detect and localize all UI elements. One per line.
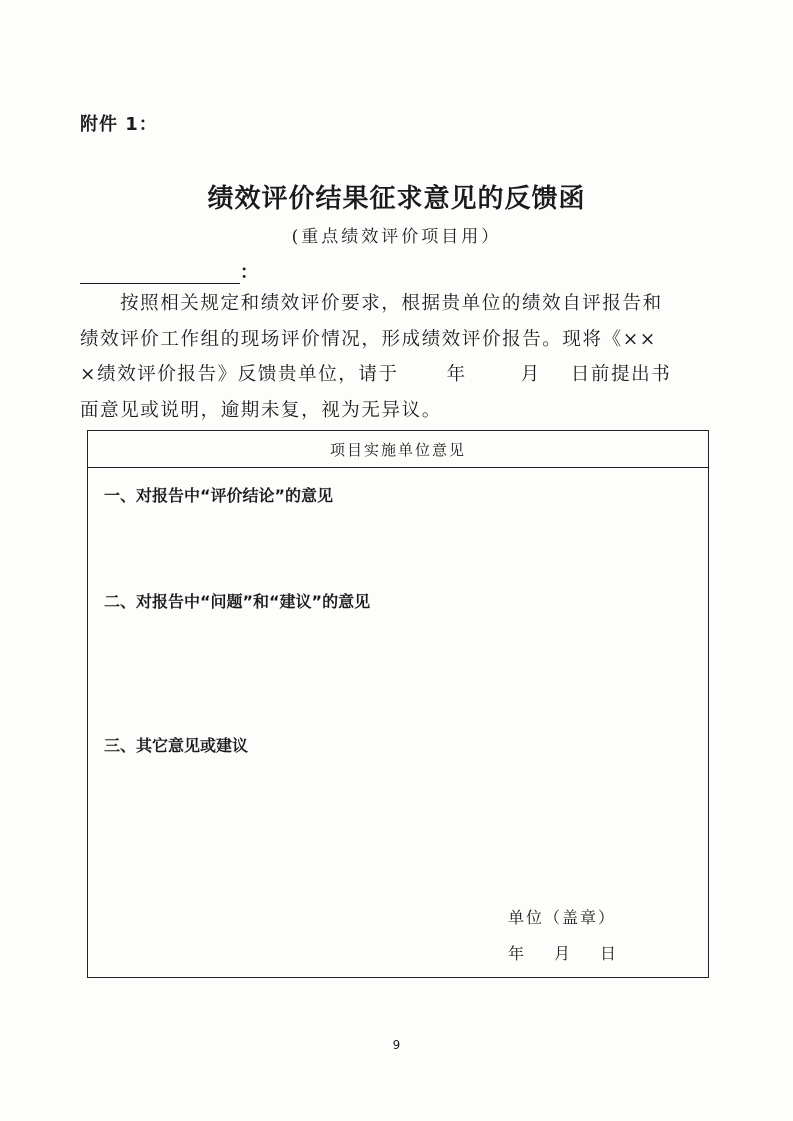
addressee-colon: ： bbox=[240, 262, 258, 283]
signature-date bbox=[508, 941, 616, 964]
body-line-3-start: ×绩效评价报告》反馈贵单位，请于 bbox=[80, 364, 399, 385]
document-title: 绩效评价结果征求意见的反馈函 bbox=[207, 184, 586, 214]
section-other-opinions: 三、其它意见或建议 bbox=[104, 736, 249, 755]
body-line-1: 按照相关规定和绩效评价要求，根据贵单位的绩效自评报告和 bbox=[120, 293, 663, 314]
unit-seal-label: 单位（盖章） bbox=[508, 908, 617, 927]
body-line-4: 面意见或说明，逾期未复，视为无异议。 bbox=[80, 399, 442, 421]
page-number: 9 bbox=[392, 1038, 401, 1052]
date-month-label: 月 bbox=[554, 944, 571, 963]
body-line-3-year: 年 bbox=[446, 364, 467, 385]
section-evaluation-conclusion: 一、对报告中“评价结论”的意见 bbox=[104, 486, 334, 505]
addressee-blank bbox=[80, 265, 240, 284]
body-line-3 bbox=[80, 357, 716, 393]
document-subtitle: (重点绩效评价项目用） bbox=[291, 227, 502, 247]
addressee-line bbox=[80, 258, 258, 283]
body-paragraph bbox=[80, 286, 716, 428]
section-problems-suggestions: 二、对报告中“问题”和“建议”的意见 bbox=[104, 592, 371, 611]
date-year-label: 年 bbox=[508, 944, 525, 963]
date-day-label: 日 bbox=[600, 944, 617, 963]
body-line-2: 绩效评价工作组的现场评价情况，形成绩效评价报告。现将《×× bbox=[80, 328, 657, 350]
attachment-label: 附件 1： bbox=[80, 114, 158, 135]
body-line-3-end: 日前提出书 bbox=[570, 364, 672, 385]
body-line-3-month: 月 bbox=[520, 364, 541, 385]
feedback-form-table bbox=[87, 430, 709, 978]
feedback-table-header: 项目实施单位意见 bbox=[88, 431, 708, 468]
